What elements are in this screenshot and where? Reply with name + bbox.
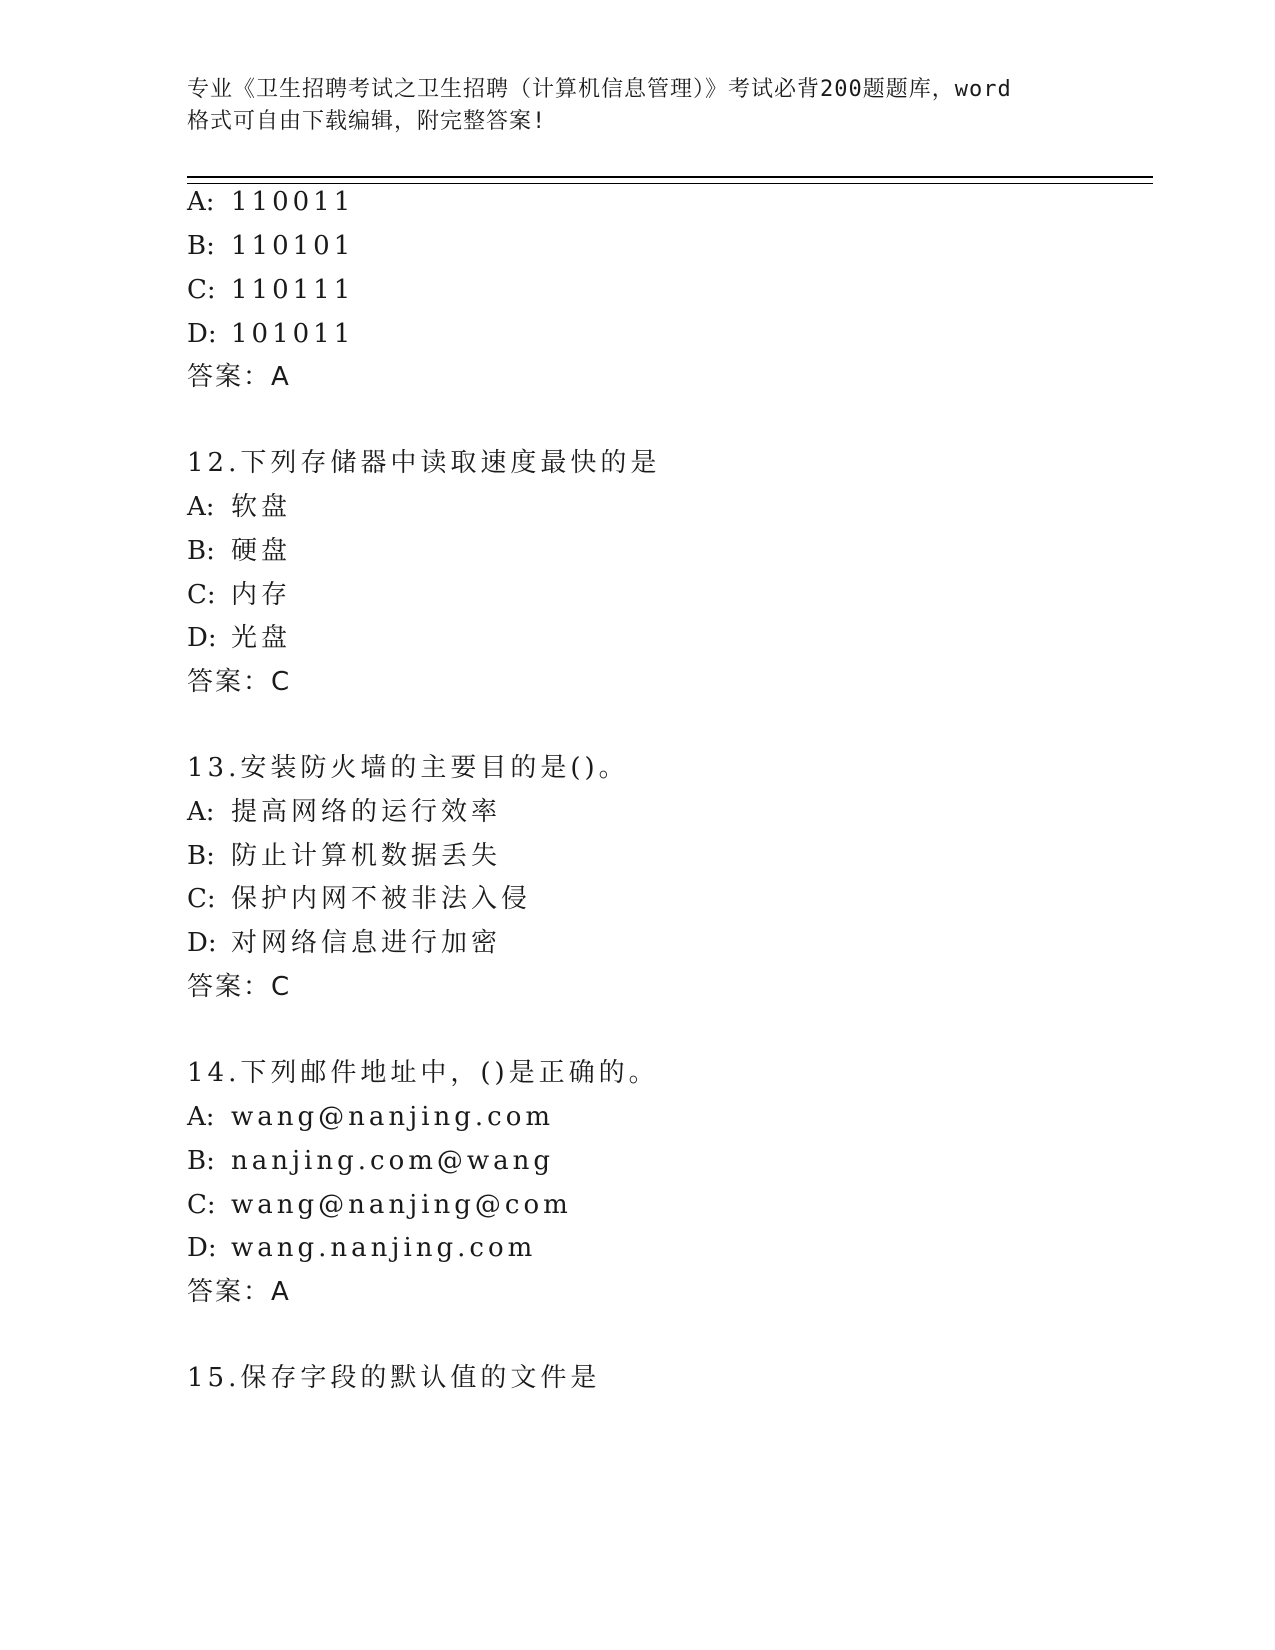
option-text: 防止计算机数据丢失 xyxy=(231,841,502,871)
option-text: 110111 xyxy=(231,275,355,305)
header-divider xyxy=(187,176,1153,184)
option-label: C: xyxy=(187,580,216,610)
option-text: 光盘 xyxy=(231,623,292,653)
option-label: C: xyxy=(187,884,216,914)
option-text: 软盘 xyxy=(231,492,292,522)
option-d xyxy=(187,1231,536,1265)
option-c xyxy=(187,578,291,612)
option-a xyxy=(187,185,354,219)
option-label: B: xyxy=(187,231,215,261)
option-label: B: xyxy=(187,1146,215,1176)
header-line-1: 专业《卫生招聘考试之卫生招聘（计算机信息管理）》考试必背200题题库，word xyxy=(187,77,1012,102)
document-header xyxy=(187,74,1107,138)
option-label: D: xyxy=(187,1233,217,1263)
option-label: B: xyxy=(187,536,215,566)
option-label: A: xyxy=(187,797,215,827)
option-label: A: xyxy=(187,1102,215,1132)
option-text: 保护内网不被非法入侵 xyxy=(231,884,532,914)
option-b xyxy=(187,534,291,568)
option-label: C: xyxy=(187,275,216,305)
option-label: D: xyxy=(187,319,217,349)
question-title: 14.下列邮件地址中，()是正确的。 xyxy=(187,1058,659,1088)
option-text: 110011 xyxy=(231,187,355,217)
option-a xyxy=(187,1100,554,1134)
header-line-2: 格式可自由下载编辑，附完整答案! xyxy=(187,109,547,134)
option-text: 110101 xyxy=(231,231,355,261)
option-c xyxy=(187,882,531,916)
option-text: 对网络信息进行加密 xyxy=(231,928,502,958)
option-label: D: xyxy=(187,623,217,653)
option-a xyxy=(187,795,501,829)
answer-line: 答案：A xyxy=(187,362,291,392)
option-label: A: xyxy=(187,187,215,217)
option-text: wang@nanjing@com xyxy=(231,1190,572,1220)
option-label: C: xyxy=(187,1190,216,1220)
option-c xyxy=(187,1188,572,1222)
option-c xyxy=(187,273,354,307)
question-title: 13.安装防火墙的主要目的是()。 xyxy=(187,753,629,783)
answer-line: 答案：A xyxy=(187,1277,291,1307)
option-text: wang@nanjing.com xyxy=(231,1102,555,1132)
option-text: wang.nanjing.com xyxy=(231,1233,537,1263)
option-b xyxy=(187,1144,554,1178)
option-a xyxy=(187,490,291,524)
option-text: 101011 xyxy=(231,319,355,349)
option-text: 提高网络的运行效率 xyxy=(231,797,502,827)
option-b xyxy=(187,229,354,263)
question-title: 12.下列存储器中读取速度最快的是 xyxy=(187,448,661,478)
option-label: D: xyxy=(187,928,217,958)
option-text: 内存 xyxy=(231,580,292,610)
question-title: 15.保存字段的默认值的文件是 xyxy=(187,1363,601,1393)
option-text: 硬盘 xyxy=(231,536,292,566)
option-b xyxy=(187,839,501,873)
answer-line: 答案：C xyxy=(187,972,292,1002)
option-label: A: xyxy=(187,492,215,522)
answer-line: 答案：C xyxy=(187,667,292,697)
option-text: nanjing.com@wang xyxy=(231,1146,555,1176)
option-d xyxy=(187,621,291,655)
option-d xyxy=(187,317,354,351)
option-label: B: xyxy=(187,841,215,871)
option-d xyxy=(187,926,501,960)
